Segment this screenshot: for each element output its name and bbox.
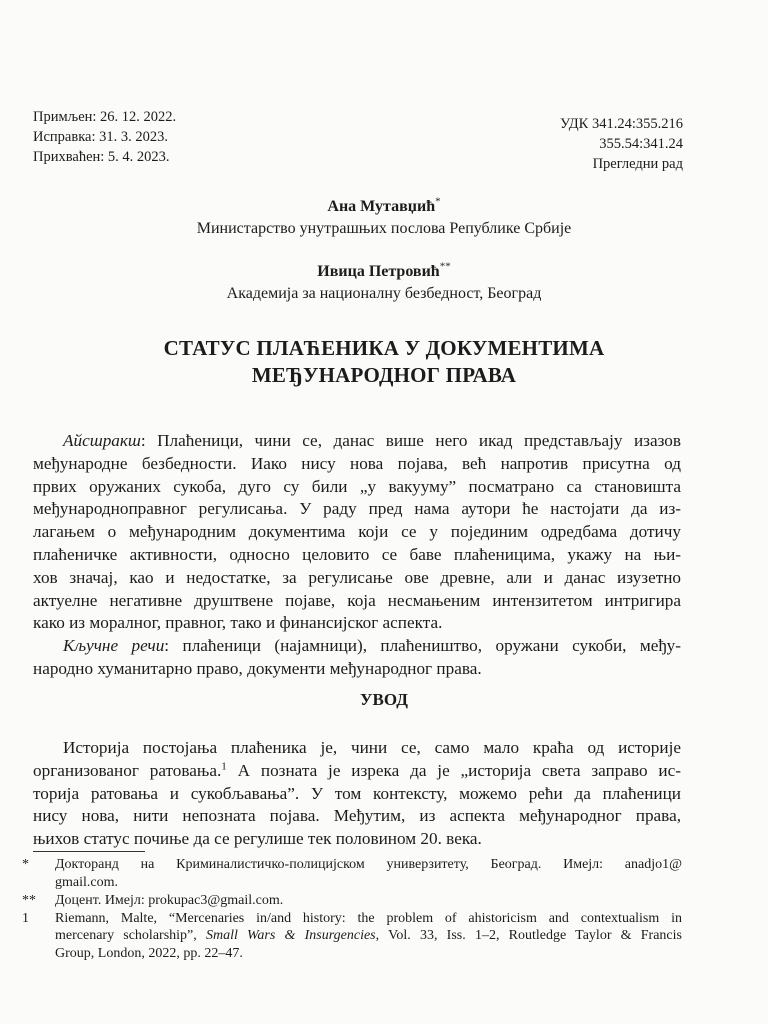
- udc-code: УДК 341.24:355.216: [559, 116, 683, 132]
- udc-code-continued: 355.54:341.24: [599, 136, 683, 152]
- article-type: Прегледни рад: [592, 156, 683, 172]
- footnote-1: * Докторанд на Криминалистичко-полицијском универзитету, Београд. Имејл: anadjo1@ gmail.com.: [22, 857, 682, 890]
- author-1-affiliation: Министарство унутрашњих послова Републике Србије: [196, 220, 572, 237]
- keywords-label: Кључне речи: [63, 636, 165, 656]
- author-2-affiliation: Академија за националну безбедност, Београд: [226, 285, 542, 302]
- author-2: [0, 260, 768, 281]
- footnote-2: ** Доцент. Имејл: prokupac3@gmail.com.: [22, 893, 284, 908]
- section-heading-intro: УВОД: [360, 690, 408, 709]
- keywords: Кључне речи: плаћеници (најамници), плаћеништво, оружани сукоби, међу-: [63, 636, 682, 656]
- journal-name: Small Wars & Insurgencies: [205, 928, 376, 943]
- footnote-divider: [33, 851, 145, 852]
- submission-dates: [33, 107, 176, 167]
- footnote-ref-1: 1: [221, 760, 227, 773]
- article-title: [0, 335, 768, 389]
- intro-paragraph: Историја постојања плаћеника је, чини се, само мало краћа од историје организованог ратовања.$^1$ А позната је изрека да је „историја света заправо ис- торија ратовања и сукобљавања”. У том контексту, можемо рећи да плаћеници нису нова, нити непозната појава. Међутим, из аспекта међународног права, њихов статус почиње да се регулише тек половином 20. века.: [33, 738, 681, 849]
- author-1-mark: *: [435, 195, 441, 208]
- author-1: [0, 195, 768, 216]
- author-1-name: Ана Мутавџић: [327, 198, 436, 215]
- article-title-line-2: МЕЂУНАРОДНОГ ПРАВА: [251, 363, 517, 387]
- footnote-3: 1 Riemann, Malte, “Mercenaries in/and history: the problem of ahistoricism and contextualism in mercenary scholarship”, Small Wars & Insurgencies, Vol. 33, Iss. 1–2, Routledge Taylor & Francis Group, London, 2022, pp. 22–47.: [22, 910, 682, 961]
- footnotes: [22, 856, 682, 962]
- received-date: Примљен: 26. 12. 2022.: [33, 109, 177, 125]
- classification: [560, 114, 683, 174]
- revised-date: Исправка: 31. 3. 2023.: [33, 129, 168, 145]
- abstract: Айсшракш: Плаћеници, чини се, данас више него икад представљају изазов међународне безбедности. Иако нису нова појава, већ напротив присутна од првих оружаних сукоба, дуго су били „у вакууму” посматрано са становишта међународноправног регулисања. У раду пред нама аутори ће настојати да из- лагањем о међународним документима који се у појединим одредбама дотичу плаћеничке активности, односно целовито се баве плаћеницима, укажу на њи- хов значај, као и недостатке, за регулисање ове древне, али и данас изузетно актуелне негативне друштвене појаве, која несмањеним интензитетом интригира како из моралног, правног, тако и финансијског аспекта. Кључне речи: плаћеници (најамници), плаћеништво, оружани сукоби, међу- народно хуманитарно право, документи међународног права.: [33, 431, 682, 678]
- accepted-date: Прихваћен: 5. 4. 2023.: [33, 149, 170, 165]
- author-2-name: Ивица Петровић: [317, 263, 440, 280]
- abstract-label: Айсшракш: [63, 431, 141, 450]
- article-title-line-1: СТАТУС ПЛАЋЕНИКА У ДОКУМЕНТИМА: [163, 336, 605, 360]
- author-2-mark: **: [439, 260, 451, 273]
